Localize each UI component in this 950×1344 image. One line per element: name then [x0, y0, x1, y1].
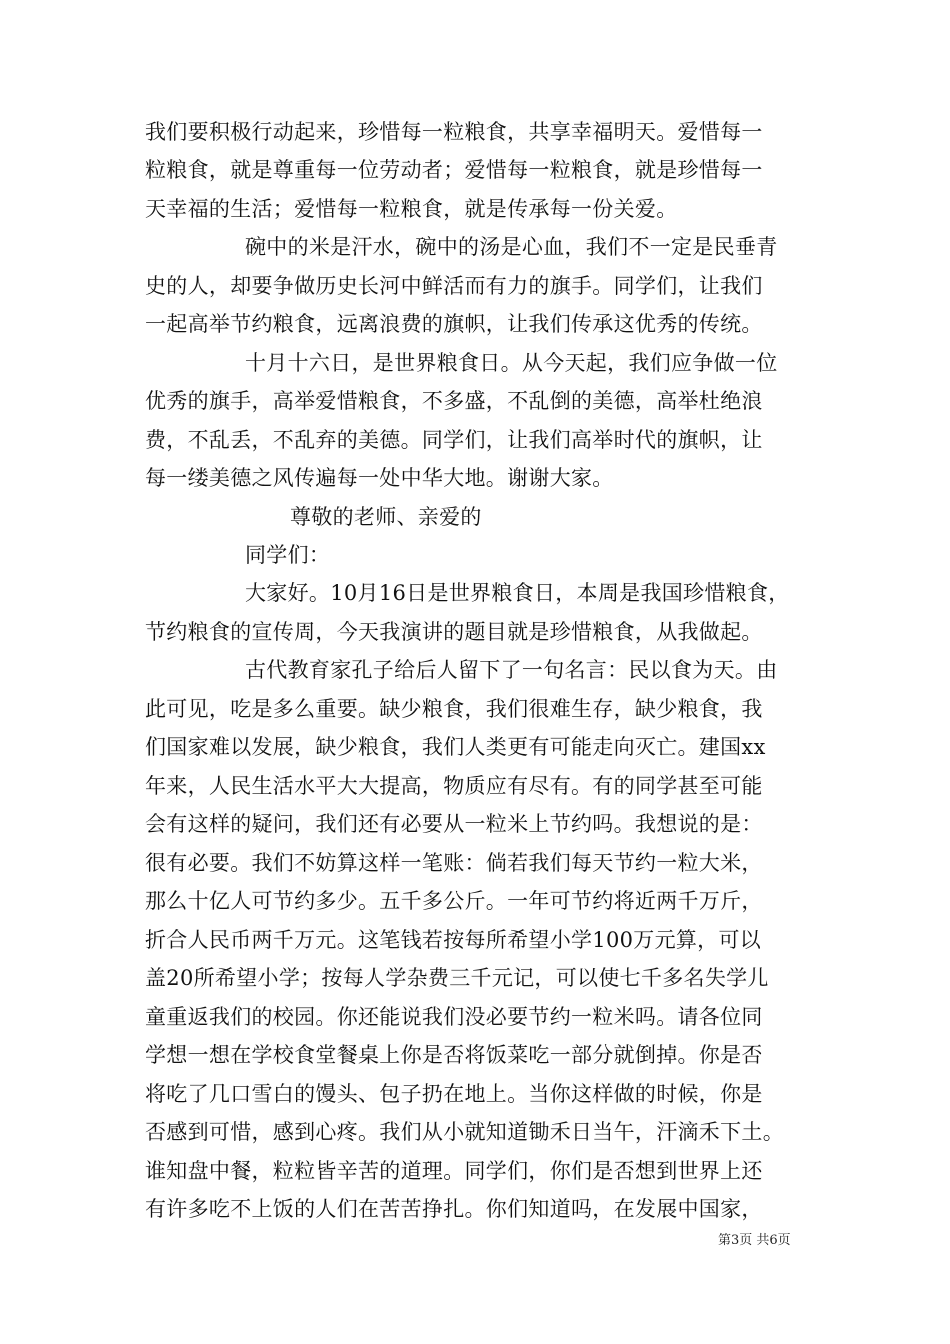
text-line: 们国家难以发展，缺少粮食，我们人类更有可能走向灭亡。建国xx — [145, 735, 766, 759]
salutation-line: 尊敬的老师、亲爱的 — [290, 505, 482, 529]
text-line: 童重返我们的校园。你还能说我们没必要节约一粒米吗。请各位同 — [145, 1005, 763, 1029]
text-line: 将吃了几口雪白的馒头、包子扔在地上。当你这样做的时候，你是 — [145, 1082, 763, 1106]
paragraph-start-line: 古代教育家孔子给后人留下了一句名言：民以食为天。由 — [245, 658, 778, 682]
paragraph-start-line: 大家好。10月16日是世界粮食日，本周是我国珍惜粮食， — [245, 581, 790, 605]
text-line: 很有必要。我们不妨算这样一笔账：倘若我们每天节约一粒大米， — [145, 851, 763, 875]
text-line: 粒粮食，就是尊重每一位劳动者；爱惜每一粒粮食，就是珍惜每一 — [145, 158, 763, 182]
text-line: 此可见，吃是多么重要。缺少粮食，我们很难生存，缺少粮食，我 — [145, 697, 763, 721]
text-line: 盖20所希望小学；按每人学杂费三千元记，可以使七千多名失学儿 — [145, 966, 769, 990]
paragraph-start-line: 十月十六日，是世界粮食日。从今天起，我们应争做一位 — [245, 351, 778, 375]
text-line: 天幸福的生活；爱惜每一粒粮食，就是传承每一份关爱。 — [145, 197, 678, 221]
text-line: 优秀的旗手，高举爱惜粮食，不多盛，不乱倒的美德，高举杜绝浪 — [145, 389, 763, 413]
text-line: 一起高举节约粮食，远离浪费的旗帜，让我们传承这优秀的传统。 — [145, 312, 763, 336]
text-line: 否感到可惜，感到心疼。我们从小就知道锄禾日当午，汗滴禾下土。 — [145, 1120, 784, 1144]
text-line: 年来，人民生活水平大大提高，物质应有尽有。有的同学甚至可能 — [145, 774, 763, 798]
text-line: 节约粮食的宣传周，今天我演讲的题目就是珍惜粮食，从我做起。 — [145, 620, 763, 644]
text-line: 费，不乱丢，不乱弃的美德。同学们，让我们高举时代的旗帜，让 — [145, 428, 763, 452]
salutation-line: 同学们： — [245, 543, 331, 567]
text-line: 学想一想在学校食堂餐桌上你是否将饭菜吃一部分就倒掉。你是否 — [145, 1043, 763, 1067]
text-line: 史的人，却要争做历史长河中鲜活而有力的旗手。同学们，让我们 — [145, 274, 763, 298]
text-line: 那么十亿人可节约多少。五千多公斤。一年可节约将近两千万斤， — [145, 889, 763, 913]
text-line: 会有这样的疑问，我们还有必要从一粒米上节约吗。我想说的是： — [145, 812, 763, 836]
text-line: 有许多吃不上饭的人们在苦苦挣扎。你们知道吗，在发展中国家， — [145, 1197, 763, 1221]
text-line: 折合人民币两千万元。这笔钱若按每所希望小学100万元算，可以 — [145, 928, 762, 952]
paragraph-start-line: 碗中的米是汗水，碗中的汤是心血，我们不一定是民垂青 — [245, 235, 778, 259]
page-number-footer: 第3页 共6页 — [718, 1233, 791, 1248]
text-line: 我们要积极行动起来，珍惜每一粒粮食，共享幸福明天。爱惜每一 — [145, 120, 763, 144]
text-line: 每一缕美德之风传遍每一处中华大地。谢谢大家。 — [145, 466, 614, 490]
text-line: 谁知盘中餐，粒粒皆辛苦的道理。同学们，你们是否想到世界上还 — [145, 1159, 763, 1183]
